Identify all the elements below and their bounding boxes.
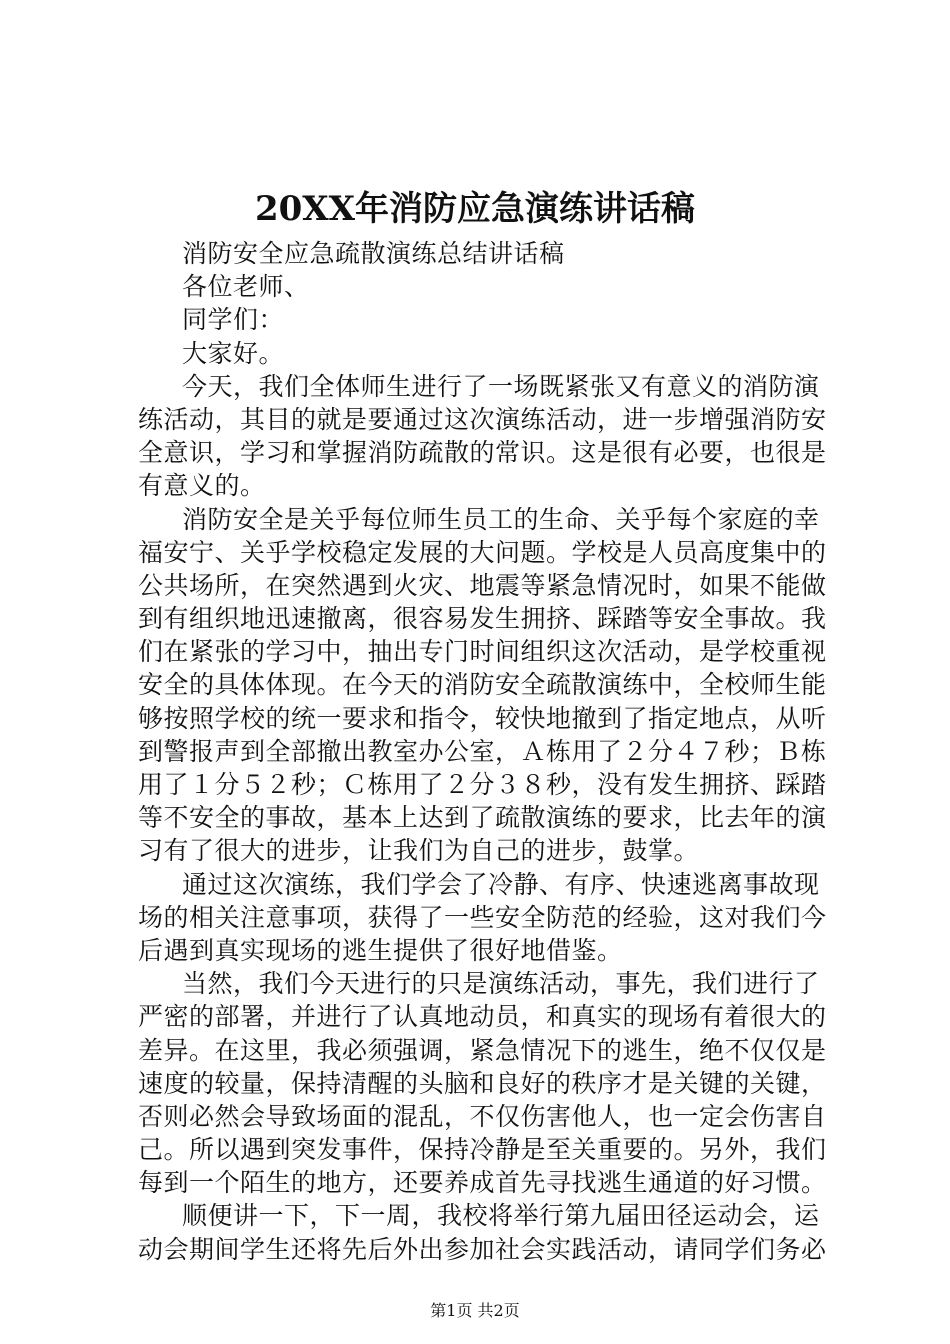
document-body [138,237,838,1266]
text-line: 到警报声到全部撤出教室办公室，Ａ栋用了２分４７秒；Ｂ栋 [138,736,827,766]
text-line: 当然，我们今天进行的只是演练活动，事先，我们进行了 [182,969,820,999]
text-line: 习有了很大的进步，让我们为自己的进步，鼓掌。 [138,836,700,866]
text-line: 全意识，学习和掌握消防疏散的常识。这是很有必要，也很是 [138,438,827,468]
text-line: 够按照学校的统一要求和指令，较快地撤到了指定地点，从听 [138,703,827,733]
text-line: 场的相关注意事项，获得了一些安全防范的经验，这对我们今 [138,902,827,932]
text-line: 通过这次演练，我们学会了冷静、有序、快速逃离事故现 [182,869,820,899]
text-line: 动会期间学生还将先后外出参加社会实践活动，请同学们务必 [138,1234,827,1264]
text-line: 同学们： [182,305,285,335]
text-line: 福安宁、关乎学校稳定发展的大问题。学校是人员高度集中的 [138,537,827,567]
text-line: 否则必然会导致场面的混乱，不仅伤害他人，也一定会伤害自 [138,1101,827,1131]
document-title: 20XX年消防应急演练讲话稿 [254,189,696,229]
text-line: 等不安全的事故，基本上达到了疏散演练的要求，比去年的演 [138,803,827,833]
text-line: 到有组织地迅速撤离，很容易发生拥挤、踩踏等安全事故。我 [138,604,827,634]
text-line: 差异。在这里，我必须强调，紧急情况下的逃生，绝不仅仅是 [138,1035,827,1065]
text-line: 大家好。 [182,338,285,368]
page-footer: 第1页 共2页 [430,1301,520,1320]
text-line: 消防安全应急疏散演练总结讲话稿 [182,239,565,268]
text-line: 消防安全是关乎每位师生员工的生命、关乎每个家庭的幸 [182,504,820,534]
text-line: 各位老师、 [182,272,310,302]
text-line: 今天，我们全体师生进行了一场既紧张又有意义的消防演 [182,371,820,401]
text-line: 速度的较量，保持清醒的头脑和良好的秩序才是关键的关键， [138,1068,827,1098]
text-line: 己。所以遇到突发事件，保持冷静是至关重要的。另外，我们 [138,1135,827,1165]
text-line: 严密的部署，并进行了认真地动员，和真实的现场有着很大的 [138,1002,827,1032]
text-line: 安全的具体体现。在今天的消防安全疏散演练中，全校师生能 [138,670,827,700]
text-line: 用了１分５２秒；Ｃ栋用了２分３８秒，没有发生拥挤、踩踏 [138,770,827,799]
text-line: 们在紧张的学习中，抽出专门时间组织这次活动，是学校重视 [138,637,827,667]
text-line: 后遇到真实现场的逃生提供了很好地借鉴。 [138,935,623,965]
text-line: 练活动，其目的就是要通过这次演练活动，进一步增强消防安 [138,404,827,434]
text-line: 公共场所，在突然遇到火灾、地震等紧急情况时，如果不能做 [138,570,827,600]
text-line: 有意义的。 [138,471,266,501]
text-line: 每到一个陌生的地方，还要养成首先寻找逃生通道的好习惯。 [138,1168,827,1198]
text-line: 顺便讲一下，下一周，我校将举行第九届田径运动会，运 [182,1201,820,1231]
